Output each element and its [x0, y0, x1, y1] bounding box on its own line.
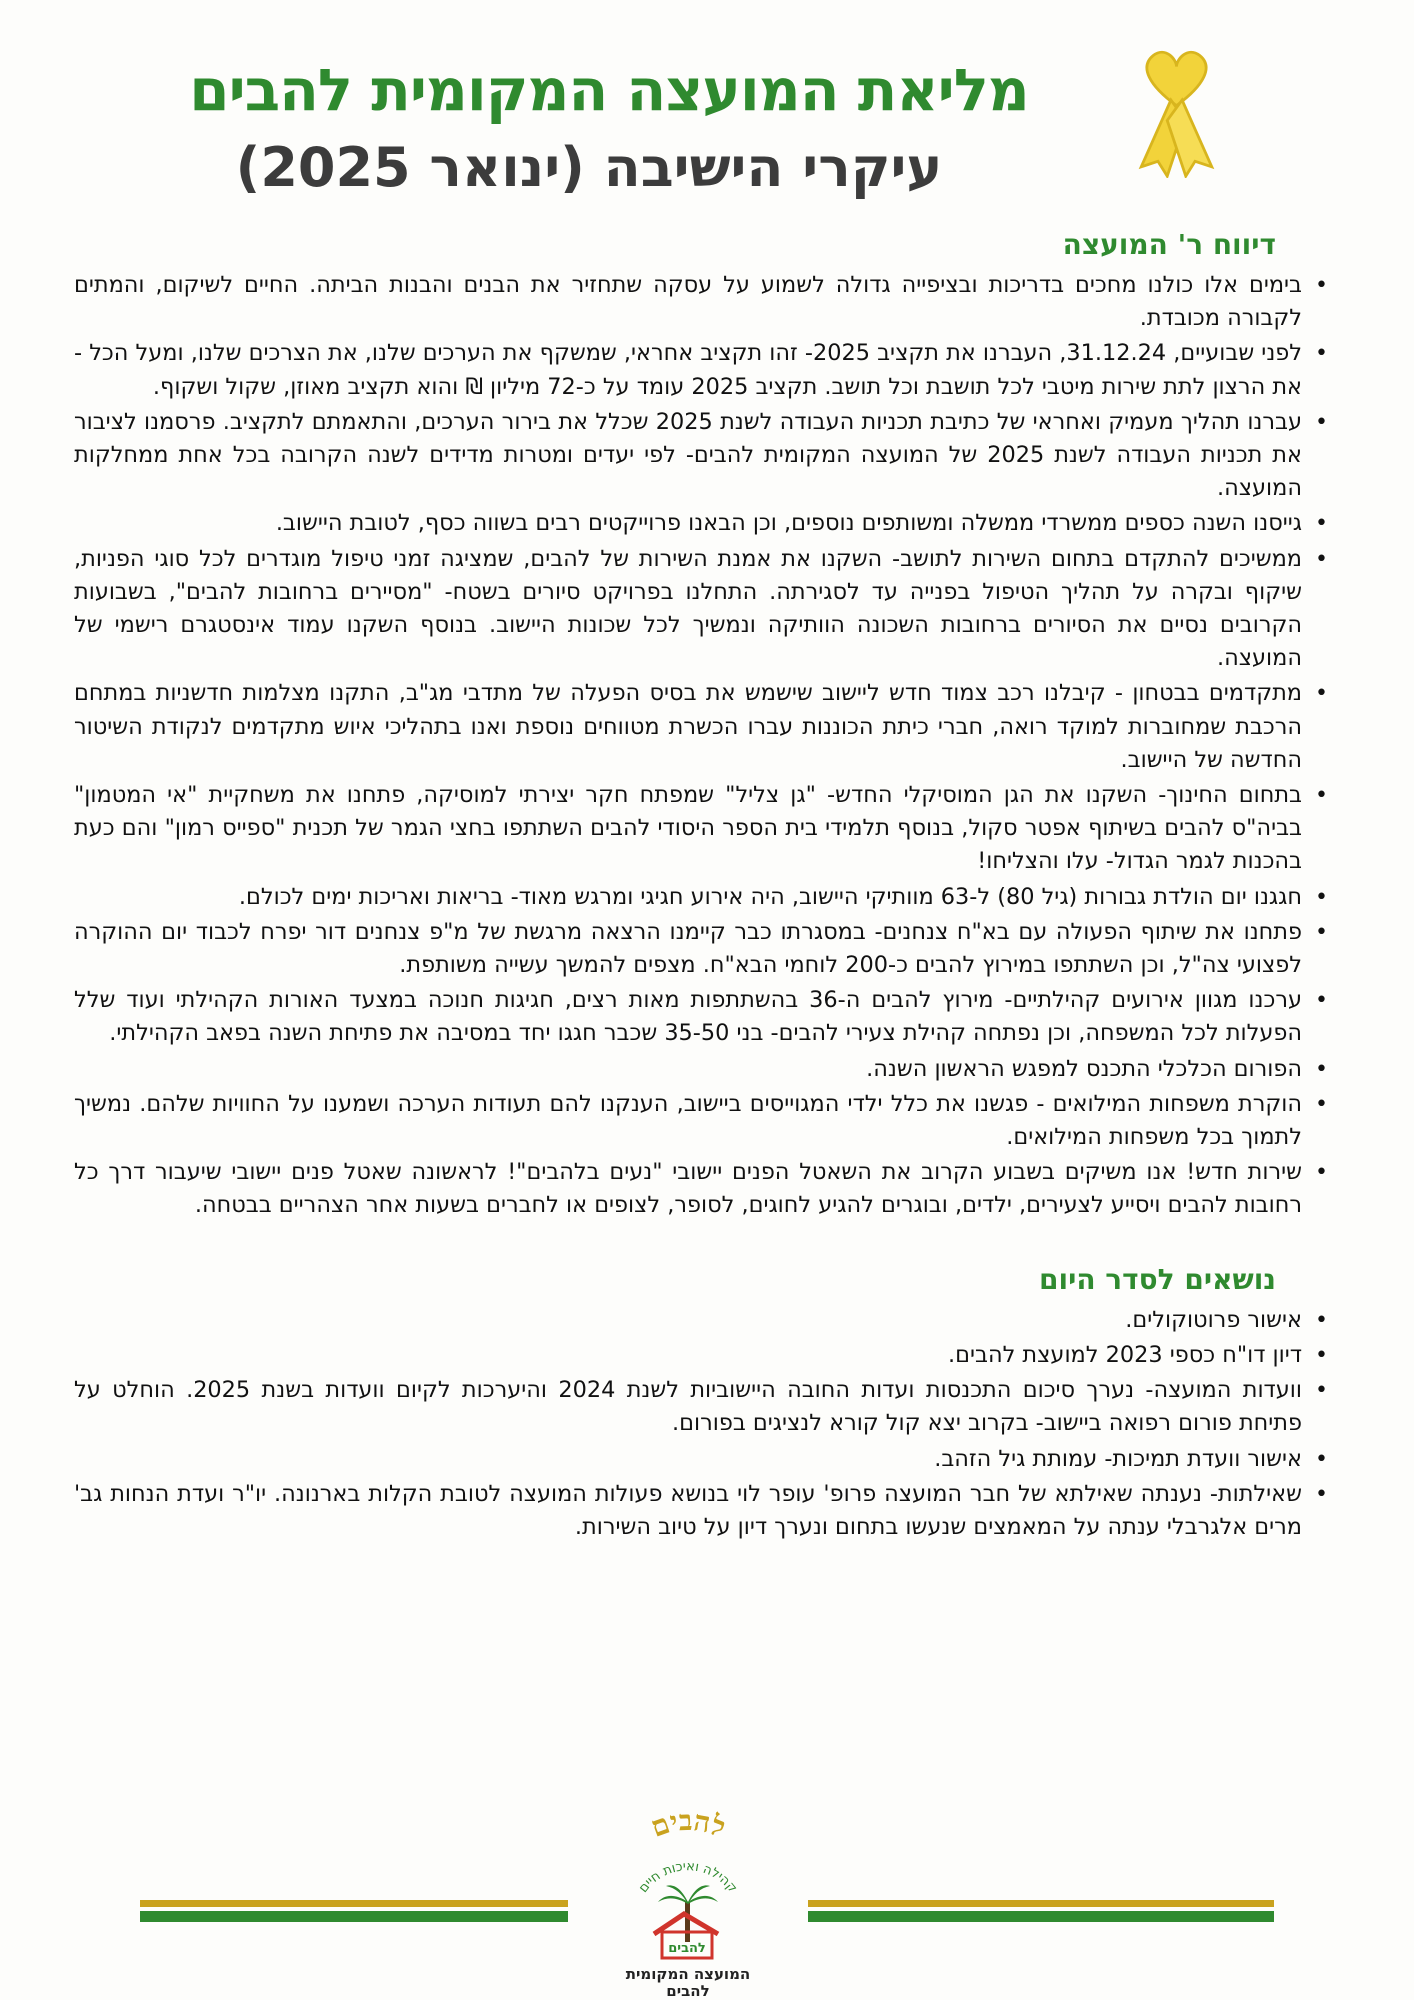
- agenda-list: [74, 1304, 1336, 1544]
- list-item: • בימים אלו כולנו מחכים בדריכות ובציפייה גדולה לשמוע על עסקה שתחזיר את הבנים והבנות הביתה. החיים לשיקום, והמתים לקבורה מכובדת.: [74, 269, 1302, 335]
- svg-text:קהילה ואיכות חיים: קהילה ואיכות חיים: [636, 1859, 740, 1896]
- report-list: [74, 269, 1336, 1223]
- section-agenda: [74, 1263, 1336, 1544]
- logo-caption-line: להבים: [666, 1982, 710, 2000]
- page-title: מליאת המועצה המקומית להבים: [189, 56, 1029, 124]
- svg-text:להבים: להבים: [646, 1810, 731, 1845]
- list-item: • ערכנו מגוון אירועים קהילתיים- מירוץ להבים ה-36 בהשתתפות מאות רצים, חגיגות חנוכה במצעד האורות הקהילתי ועוד שלל הפעלות לכל המשפחה, וכן נפתחה קהילת צעירי להבים- בני 35-50 שכבר חגגו יחד במסיבה את פתיחת השנה בפאב הקהילתי.: [74, 984, 1302, 1050]
- lehavim-logo: [568, 1810, 808, 2000]
- list-item: • אישור פרוטוקולים.: [74, 1304, 1302, 1337]
- section-council-head-report: [74, 228, 1336, 1223]
- list-item: • אישור וועדת תמיכות- עמותת גיל הזהב.: [74, 1443, 1302, 1476]
- page-subtitle: עיקרי הישיבה (ינואר 2025): [235, 136, 943, 199]
- list-item: • הפורום הכלכלי התכנס למפגש הראשון השנה.: [74, 1053, 1302, 1086]
- page-header: [0, 40, 1414, 220]
- list-item: • פתחנו את שיתוף הפעולה עם בא"ח צנחנים- במסגרתו כבר קיימנו הרצאה מרגשת של מ"פ צנחנים דור יפרח לכבוד יום ההוקרה לפצועי צה"ל, וכן השתתפו במירוץ להבים כ-200 לוחמי הבא"ח. מצפים להמשך עשייה משותפת.: [74, 916, 1302, 982]
- list-item: • דיון דו"ח כספי 2023 למועצת להבים.: [74, 1339, 1302, 1372]
- logo-caption-line: המועצה המקומית: [625, 1965, 751, 1983]
- section-heading: דיווח ר' המועצה: [1062, 228, 1276, 261]
- page-footer: [0, 1810, 1414, 2000]
- list-item: • גייסנו השנה כספים ממשרדי ממשלה ומשותפים נוספים, וכן הבאנו פרוייקטים רבים בשווה כסף, לטובת היישוב.: [74, 507, 1302, 540]
- list-item: • שירות חדש! אנו משיקים בשבוע הקרוב את השאטל הפנים יישובי "נעים בלהבים"! לראשונה שאטל פנים יישובי שיעבור דרך כל רחובות להבים ויסייע לצעירים, ילדים, ובוגרים להגיע לחוגים, לסופר, לצופים או לחברים בשעות אחר הצהריים בבטחה.: [74, 1156, 1302, 1222]
- logo-caption: [568, 1966, 808, 2000]
- list-item: • בתחום החינוך- השקנו את הגן המוסיקלי החדש- "גן צליל" שמפתח חקר יצירתי למוסיקה, פתחנו את משחקיית "אי המטמון" בביה"ס להבים בשיתוף אפטר סקול, בנוסף תלמידי בית הספר היסודי להבים השתתפו בחצי הגמר של תכנית "ספייס רמון" והם כעת בהכנות לגמר הגדול- עלו והצליחו!: [74, 779, 1302, 879]
- list-item: • ממשיכים להתקדם בתחום השירות לתושב- השקנו את אמנת השירות של להבים, שמציגה זמני טיפול מוגדרים לכל סוגי הפניות, שיקוף ובקרה על תהליך הטיפול בפנייה עד לסגירתה. התחלנו בפרויקט סיורים בשטח- "מסיירים ברחובות להבים", בשבועות הקרובים נסיים את הסיורים ברחובות השכונה הוותיקה ונמשיך לכל שכונות היישוב. בנוסף השקנו עמוד אינסטגרם רישמי של המועצה.: [74, 543, 1302, 676]
- section-heading: נושאים לסדר היום: [1038, 1262, 1276, 1296]
- list-item: • חגגנו יום הולדת גבורות (גיל 80) ל-63 מוותיקי היישוב, היה אירוע חגיגי ומרגש מאוד- בריאות ואריכות ימים לכולם.: [74, 881, 1302, 914]
- main-content: [74, 228, 1336, 1546]
- list-item: • לפני שבועיים, 31.12.24, העברנו את תקציב 2025- זהו תקציב אחראי, שמשקף את הערכים שלנו, את הצרכים שלנו, ומעל הכל - את הרצון לתת שירות מיטבי לכל תושבת וכל תושב. תקציב 2025 עומד על כ-72 מיליון ₪ והוא תקציב מאוזן, שקול ושקוף.: [74, 337, 1302, 403]
- yellow-ribbon-icon: [1129, 48, 1224, 178]
- list-item: • הוקרת משפחות המילואים - פגשנו את כלל ילדי המגוייסים ביישוב, הענקנו להם תעודות הערכה ושמענו על החוויות שלהם. נמשיך לתמוך בכל משפחות המילואים.: [74, 1088, 1302, 1154]
- list-item: • עברנו תהליך מעמיק ואחראי של כתיבת תכניות העבודה לשנת 2025 שכלל את בירור הערכים, והתאמתם לתקציב. פרסמנו לציבור את תכניות העבודה לשנת 2025 של המועצה המקומית להבים- לפי יעדים ומטרות מדידים לשנה הקרובה בכל אחת ממחלקות המועצה.: [74, 406, 1302, 506]
- svg-text:להבים: להבים: [668, 1941, 706, 1956]
- logo-emblem-icon: [568, 1810, 808, 1966]
- list-item: • מתקדמים בבטחון - קיבלנו רכב צמוד חדש ליישוב שישמש את בסיס הפעלה של מתדבי מג"ב, התקנו מצלמות חדשניות במתחם הרכבת שמחוברות למוקד רואה, חברי כיתת הכוננות עברו הכשרת מטווחים נוספת ואנו בתהליכי איוש מתקדמים לנקודת השיטור החדשה של היישוב.: [74, 677, 1302, 777]
- list-item: • וועדות המועצה- נערך סיכום התכנסות ועדות החובה היישוביות לשנת 2024 והיערכות לקיום וועדות בשנת 2025. הוחלט על פתיחת פורום רפואה ביישוב- בקרוב יצא קול קורא לנציגים בפורום.: [74, 1374, 1302, 1440]
- list-item: • שאילתות- נענתה שאילתא של חבר המועצה פרופ' עופר לוי בנושא פעולות המועצה לטובת הקלות בארנונה. יו"ר ועדת הנחות גב' מרים אלגרבלי ענתה על המאמצים שנעשו בתחום ונערך דיון על טיוב השירות.: [74, 1478, 1302, 1544]
